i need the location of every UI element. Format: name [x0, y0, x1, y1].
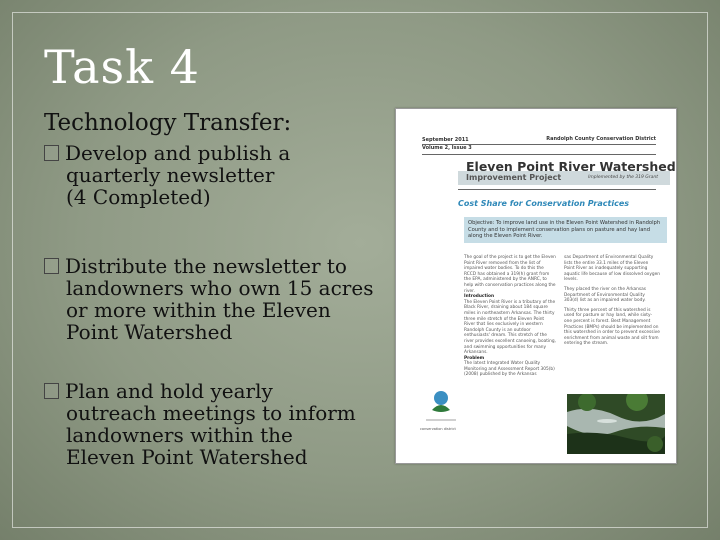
newsletter-date: September 2011 [422, 137, 469, 143]
newsletter-paragraph: The goal of the project is to get the Eleven Point River removed from the list of impaired water bodies. To do this the RCCD has obtained a 319(h) grant from the EPA, administered by the ANRC, to help with conservation practices along the river. [464, 255, 556, 294]
newsletter-volume: Volume 2, Issue 3 [422, 145, 472, 151]
bullet-text-line: outreach meetings to inform [66, 401, 356, 425]
newsletter-heading: Problem [464, 355, 485, 361]
bullet-text-line: landowners who own 15 acres [66, 276, 374, 300]
river-photo [567, 394, 665, 454]
newsletter-column-right [564, 255, 660, 347]
divider [422, 154, 656, 155]
newsletter-org: Randolph County Conservation District [546, 136, 656, 142]
newsletter-image [395, 108, 677, 464]
newsletter-column-left [464, 255, 556, 378]
slide-title: Task 4 [44, 40, 200, 94]
divider [458, 189, 656, 190]
slide-subtitle: Technology Transfer: [44, 110, 292, 136]
bullet-item [44, 255, 374, 343]
newsletter-subtitle: Improvement Project [466, 173, 562, 182]
logo-label: conservation district [420, 427, 456, 431]
bullet-text-line: Point Watershed [66, 320, 233, 344]
bullet-box-icon [44, 145, 59, 161]
divider [422, 144, 656, 145]
newsletter-title: Eleven Point River Watershed [466, 159, 676, 174]
newsletter-paragraph: They placed the river on the Arkansas Department of Environmental Quality 303(d) list as an impaired water body. [564, 286, 646, 304]
newsletter-objective: Objective: To improve land use in the Eleven Point Watershed in Randolph County and to implement conservation plans on pasture and hay land along the Eleven Point River. [464, 217, 667, 243]
bullet-text-line: quarterly newsletter [66, 163, 275, 187]
newsletter-paragraph: The Eleven Point River is a tributary of the Black River, draining about 184 square miles in northeastern Arkansas. The thirty three mile stretch of the Eleven Point River that lies exclusively in western Randolph County is an outdoor enthusiasts' dream. This stretch of the river provides excellent canoeing, boating, and swimming opportunities for many Arkansans. [464, 299, 556, 356]
bullet-item [44, 142, 374, 208]
newsletter-implemented: Implemented by the 319 Grant [588, 175, 658, 180]
newsletter-paragraph: sas Department of Environmental Quality lists the entire 33.1 miles of the Eleven Point River as inadequately supporting aquatic life because of low dissolved oxygen levels. [564, 255, 660, 283]
bullet-text-line: landowners within the [66, 423, 293, 447]
bullet-box-icon [44, 383, 59, 399]
bullet-text: Distribute the newsletter to [65, 254, 347, 278]
bullet-item [44, 380, 374, 468]
newsletter-paragraph: Thirty three percent of this watershed is used for pasture or hay land, while sixty-one percent is forest. Best Management Practices (BMPs) should be implemented on this watershed in order to prevent excessive enrichment from animal waste and silt from entering the stream. [564, 307, 660, 347]
conservation-logo-icon [424, 384, 458, 428]
bullet-text-line: or more within the Eleven [66, 298, 331, 322]
newsletter-section-heading: Cost Share for Conservation Practices [458, 199, 630, 208]
bullet-box-icon [44, 258, 59, 274]
bullet-text: Plan and hold yearly [65, 379, 273, 403]
newsletter-paragraph: The latest Integrated Water Quality Monitoring and Assessment Report 305(b) (2008) published by the Arkansas [464, 361, 555, 378]
newsletter-heading: Introduction [464, 294, 495, 300]
bullet-text: Develop and publish a [65, 141, 291, 165]
bullet-text-line: (4 Completed) [66, 185, 211, 209]
bullet-text-line: Eleven Point Watershed [66, 445, 308, 469]
